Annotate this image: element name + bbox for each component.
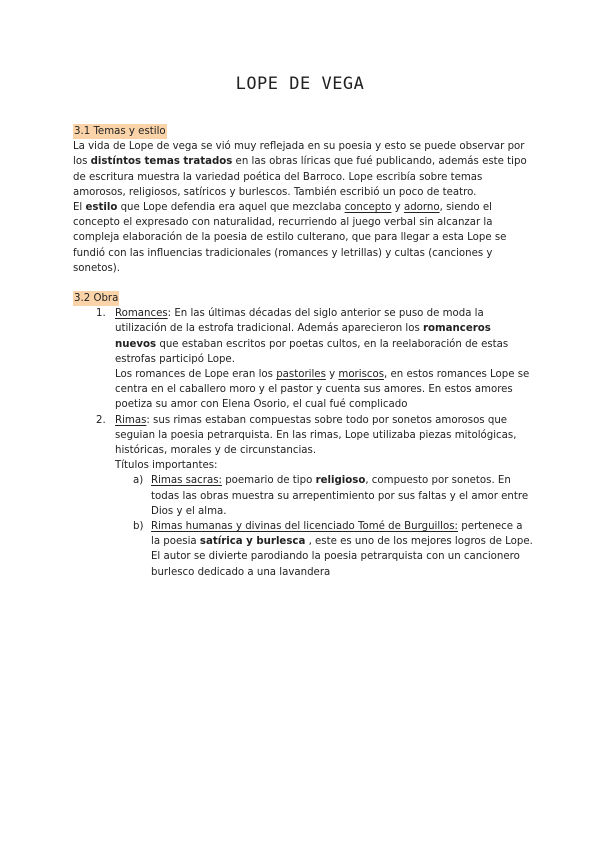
text-run: El (73, 202, 86, 214)
underlined-text: Romances (115, 308, 168, 320)
sub-list-marker: a) (133, 475, 144, 487)
text-run: , compuesto por sonetos. En todas las obras muestra su arrepentimiento por sus faltas y el amor entre Dios y el alma. (151, 475, 529, 517)
underlined-text: moriscos (338, 369, 385, 381)
text-run: , este es uno de los mejores logros de Lope. El autor se divierte parodiando la poesia petrarquista con un cancionero burlesco dedicado a una lavandera (151, 536, 533, 578)
section-gap (73, 276, 533, 291)
bold-text: distíntos temas tratados (90, 156, 233, 168)
paragraph-temas (73, 139, 533, 200)
section-heading-highlight: 3.2 Obra (73, 291, 119, 306)
sub-list-item-text (151, 473, 533, 519)
list-subtitle: Títulos importantes: (115, 460, 218, 472)
text-run: poemario de tipo (221, 475, 316, 487)
text-run: La vida de Lope de vega se vió muy reflejada en su poesia y esto se puede observar por los (73, 141, 525, 168)
list-item-text (115, 306, 533, 367)
underlined-text: adorno (403, 202, 440, 214)
text-run: que Lope defendia era aquel que mezclaba (117, 202, 345, 214)
sub-list (115, 473, 533, 579)
section-heading-obra (73, 291, 533, 306)
text-run: en las obras líricas que fué publicando, además este tipo de escritura muestra la variedad poética del Barroco. Lope escribía sobre temas amorosos, religiosos, satíricos y burlescos. También escribió un poco de teatro. (73, 156, 527, 198)
text-run: , siendo el concepto el expresado con naturalidad, recurriendo al juego verbal sin alcanzar la compleja elaboración de la poesia de estilo culterano, que para llegar a esta Lope se fundió con las influencias tradicionales (romances y letrillas) y cultas (canciones y sonetos). (73, 202, 507, 274)
underlined-text: Rimas sacras: (151, 475, 222, 487)
underlined-text: pastoriles (276, 369, 326, 381)
bold-text: estilo (85, 202, 118, 214)
obra-list (73, 306, 533, 580)
text-run: que estaban escritos por poetas cultos, en la reelaboración de estas estrofas participó Lope. (115, 338, 509, 365)
list-item-text (115, 413, 533, 459)
list-item-romances (109, 306, 533, 412)
underlined-text: Rimas humanas y divinas del licenciado Tomé de Burguillos: (151, 521, 458, 533)
sub-list-marker: b) (133, 521, 144, 533)
text-run: , en estos romances Lope se centra en el caballero moro y el pastor y cuenta sus amores. En estos amores poetiza su amor con Elena Osorio, el cual fué complicado (115, 369, 530, 411)
text-run: : En las últimas décadas del siglo anterior se puso de moda la utilización de la estrofa tradicional. Además aparecieron los (115, 308, 484, 335)
text-run: y (391, 202, 404, 214)
text-run: : sus rimas estaban compuestas sobre todo por sonetos amorosos que seguian la poesia petrarquista. En las rimas, Lope utilizaba piezas mitológicas, históricas, morales y de circunstancias. (115, 414, 517, 457)
section-heading-highlight: 3.1 Temas y estilo (73, 124, 167, 139)
sub-list-item-rimas-humanas (133, 519, 533, 580)
text-run: pertenece a la poesia (151, 521, 523, 548)
list-item-rimas (109, 413, 533, 580)
bold-text: religioso (315, 475, 366, 487)
list-item-text (115, 367, 533, 413)
sub-list-item-rimas-sacras (133, 473, 533, 519)
underlined-text: concepto (344, 202, 392, 214)
sub-list-item-text (151, 519, 533, 580)
document-body (73, 124, 533, 580)
underlined-text: Rimas (115, 414, 147, 426)
bold-text: romanceros nuevos (115, 323, 491, 350)
text-run: Los romances de Lope eran los (115, 369, 277, 381)
bold-text: satírica y burlesca (199, 536, 306, 548)
text-run: y (325, 369, 339, 381)
document-title: LOPE DE VEGA (235, 74, 365, 94)
paragraph-estilo (73, 200, 533, 276)
section-heading-temas (73, 124, 533, 139)
